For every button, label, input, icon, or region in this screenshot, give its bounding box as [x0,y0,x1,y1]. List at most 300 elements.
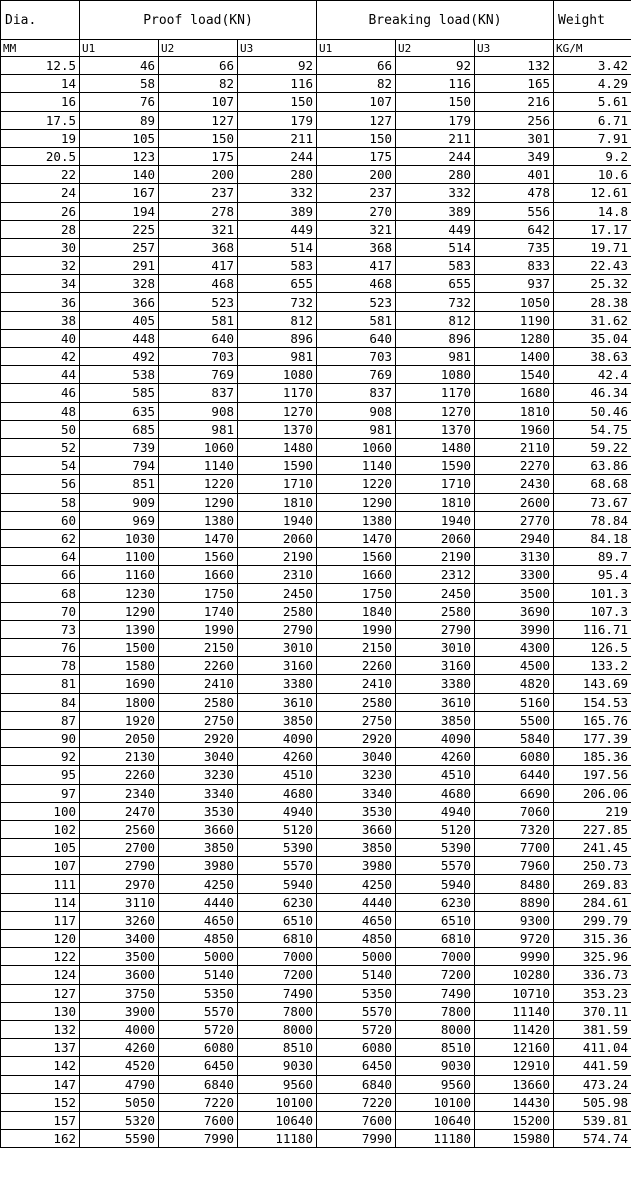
proof-u2-cell: 6840 [159,1075,238,1093]
breaking-u3-cell: 6440 [475,766,554,784]
proof-u1-cell: 1100 [80,548,159,566]
proof-u1-cell: 58 [80,75,159,93]
table-row [1,238,631,256]
breaking-u3-cell: 2110 [475,438,554,456]
breaking-u3-cell: 5500 [475,711,554,729]
table-row [1,1075,631,1093]
table-row [1,620,631,638]
breaking-u1-cell: 3530 [317,802,396,820]
proof-u3-cell: 4260 [238,748,317,766]
proof-u3-cell: 2310 [238,566,317,584]
weight-cell: 5.61 [554,93,631,111]
proof-u3-cell: 732 [238,293,317,311]
proof-u2-cell: 5000 [159,948,238,966]
breaking-u1-cell: 837 [317,384,396,402]
breaking-u3-cell: 10280 [475,966,554,984]
weight-cell: 59.22 [554,438,631,456]
weight-cell: 177.39 [554,729,631,747]
breaking-load-header: Breaking load(KN) [317,1,554,40]
proof-u2-cell: 2920 [159,729,238,747]
table-row [1,948,631,966]
proof-u3-cell: 150 [238,93,317,111]
breaking-u1-cell: 3340 [317,784,396,802]
table-row [1,784,631,802]
proof-u2-cell: 1660 [159,566,238,584]
table-row [1,657,631,675]
breaking-u2-cell: 4090 [396,729,475,747]
proof-u3-cell: 7490 [238,984,317,1002]
breaking-u2-cell: 4510 [396,766,475,784]
proof-u3-cell: 10100 [238,1093,317,1111]
breaking-u1-cell: 2150 [317,639,396,657]
breaking-u1-cell: 5000 [317,948,396,966]
table-row [1,293,631,311]
weight-cell: 370.11 [554,1002,631,1020]
dia-cell: 36 [1,293,80,311]
dia-cell: 24 [1,184,80,202]
dia-cell: 124 [1,966,80,984]
proof-u1-cell: 4790 [80,1075,159,1093]
proof-u2-cell: 3980 [159,857,238,875]
dia-cell: 40 [1,329,80,347]
proof-u1-cell: 1030 [80,529,159,547]
table-row [1,348,631,366]
breaking-u2-cell: 583 [396,257,475,275]
table-row [1,875,631,893]
proof-u1-cell: 635 [80,402,159,420]
breaking-u1-cell: 4440 [317,893,396,911]
breaking-u1-cell: 6450 [317,1057,396,1075]
weight-cell: 46.34 [554,384,631,402]
proof-u3-cell: 5570 [238,857,317,875]
weight-cell: 73.67 [554,493,631,511]
dia-cell: 26 [1,202,80,220]
proof-u3-cell: 116 [238,75,317,93]
breaking-u3-cell: 256 [475,111,554,129]
dia-cell: 60 [1,511,80,529]
breaking-u2-cell: 1270 [396,402,475,420]
proof-u2-cell: 2260 [159,657,238,675]
breaking-u2-cell: 5120 [396,820,475,838]
dia-cell: 52 [1,438,80,456]
breaking-u3-cell: 7700 [475,839,554,857]
proof-u1-cell: 3110 [80,893,159,911]
breaking-u3-cell: 937 [475,275,554,293]
dia-cell: 66 [1,566,80,584]
proof-u2-cell: 1220 [159,475,238,493]
breaking-u3-cell: 3130 [475,548,554,566]
table-row [1,147,631,165]
breaking-u1-cell: 2920 [317,729,396,747]
breaking-u1-cell: 1470 [317,529,396,547]
breaking-u2-cell: 1810 [396,493,475,511]
dia-cell: 28 [1,220,80,238]
breaking-u2-cell: 7490 [396,984,475,1002]
dia-cell: 97 [1,784,80,802]
dia-cell: 19 [1,129,80,147]
proof-u1-cell: 4260 [80,1039,159,1057]
breaking-u2-cell: 4260 [396,748,475,766]
table-row [1,820,631,838]
table-row [1,1057,631,1075]
breaking-u2-cell: 981 [396,348,475,366]
dia-cell: 92 [1,748,80,766]
proof-u2-cell: 175 [159,147,238,165]
proof-u3-cell: 280 [238,166,317,184]
proof-u1-cell: 2260 [80,766,159,784]
proof-u2-header: U2 [159,40,238,57]
breaking-u1-cell: 4850 [317,930,396,948]
table-row [1,729,631,747]
breaking-u2-cell: 116 [396,75,475,93]
breaking-u2-cell: 1170 [396,384,475,402]
proof-u3-cell: 211 [238,129,317,147]
proof-u2-cell: 5720 [159,1020,238,1038]
proof-u2-cell: 7600 [159,1111,238,1129]
dia-cell: 14 [1,75,80,93]
breaking-u1-cell: 2580 [317,693,396,711]
breaking-u3-cell: 11140 [475,1002,554,1020]
dia-cell: 95 [1,766,80,784]
dia-cell: 56 [1,475,80,493]
proof-u2-cell: 981 [159,420,238,438]
breaking-u2-cell: 812 [396,311,475,329]
proof-u3-cell: 2790 [238,620,317,638]
breaking-u2-cell: 2790 [396,620,475,638]
weight-cell: 4.29 [554,75,631,93]
weight-cell: 10.6 [554,166,631,184]
proof-u2-cell: 523 [159,293,238,311]
proof-u1-cell: 5590 [80,1130,159,1148]
proof-u1-cell: 2340 [80,784,159,802]
proof-u2-cell: 1290 [159,493,238,511]
breaking-u2-cell: 2190 [396,548,475,566]
proof-u1-cell: 2050 [80,729,159,747]
table-row [1,529,631,547]
breaking-u2-cell: 9560 [396,1075,475,1093]
table-row [1,1093,631,1111]
proof-u2-cell: 640 [159,329,238,347]
table-row [1,420,631,438]
table-row [1,184,631,202]
breaking-u1-cell: 703 [317,348,396,366]
dia-cell: 90 [1,729,80,747]
proof-u1-cell: 1920 [80,711,159,729]
dia-cell: 84 [1,693,80,711]
table-row [1,839,631,857]
breaking-u1-cell: 150 [317,129,396,147]
dia-cell: 127 [1,984,80,1002]
table-row [1,366,631,384]
dia-cell: 42 [1,348,80,366]
proof-u3-cell: 11180 [238,1130,317,1148]
breaking-u2-cell: 5570 [396,857,475,875]
breaking-u3-cell: 3300 [475,566,554,584]
table-row [1,548,631,566]
proof-u2-cell: 66 [159,57,238,75]
weight-cell: 336.73 [554,966,631,984]
proof-u1-cell: 685 [80,420,159,438]
breaking-u2-cell: 3380 [396,675,475,693]
proof-u2-cell: 3850 [159,839,238,857]
breaking-u2-cell: 2450 [396,584,475,602]
dia-cell: 157 [1,1111,80,1129]
weight-cell: 31.62 [554,311,631,329]
proof-u3-cell: 1590 [238,457,317,475]
proof-u2-cell: 1380 [159,511,238,529]
proof-u1-cell: 1390 [80,620,159,638]
breaking-u2-cell: 9030 [396,1057,475,1075]
breaking-u1-cell: 66 [317,57,396,75]
breaking-u1-cell: 3230 [317,766,396,784]
table-row [1,711,631,729]
table-row [1,1111,631,1129]
breaking-u2-cell: 896 [396,329,475,347]
proof-u1-cell: 291 [80,257,159,275]
weight-cell: 101.3 [554,584,631,602]
dia-cell: 107 [1,857,80,875]
dia-cell: 54 [1,457,80,475]
proof-u1-cell: 257 [80,238,159,256]
proof-u2-cell: 1470 [159,529,238,547]
table-row [1,257,631,275]
breaking-u3-cell: 9990 [475,948,554,966]
header-row-units [1,40,631,57]
breaking-u2-cell: 1370 [396,420,475,438]
breaking-u2-cell: 449 [396,220,475,238]
breaking-u1-cell: 3660 [317,820,396,838]
proof-u3-cell: 244 [238,147,317,165]
table-row [1,402,631,420]
table-row [1,166,631,184]
weight-cell: 54.75 [554,420,631,438]
breaking-u1-cell: 2260 [317,657,396,675]
proof-u1-cell: 3500 [80,948,159,966]
weight-cell: 325.96 [554,948,631,966]
proof-u1-cell: 46 [80,57,159,75]
breaking-u3-cell: 1810 [475,402,554,420]
breaking-u2-cell: 211 [396,129,475,147]
table-row [1,93,631,111]
breaking-u3-cell: 3690 [475,602,554,620]
weight-cell: 473.24 [554,1075,631,1093]
table-row [1,984,631,1002]
proof-u1-cell: 105 [80,129,159,147]
breaking-u2-cell: 3160 [396,657,475,675]
dia-cell: 16 [1,93,80,111]
proof-u3-cell: 1370 [238,420,317,438]
breaking-u2-cell: 6810 [396,930,475,948]
header-row-primary [1,1,631,40]
proof-u1-cell: 4520 [80,1057,159,1075]
weight-cell: 9.2 [554,147,631,165]
dia-cell: 81 [1,675,80,693]
breaking-u3-cell: 1190 [475,311,554,329]
breaking-u2-cell: 3850 [396,711,475,729]
proof-u3-cell: 896 [238,329,317,347]
breaking-u2-cell: 5940 [396,875,475,893]
proof-u3-cell: 8510 [238,1039,317,1057]
table-row [1,311,631,329]
proof-u3-cell: 1940 [238,511,317,529]
dia-cell: 70 [1,602,80,620]
breaking-u3-cell: 165 [475,75,554,93]
breaking-u1-cell: 321 [317,220,396,238]
breaking-u1-cell: 769 [317,366,396,384]
proof-u2-cell: 908 [159,402,238,420]
proof-u3-cell: 1810 [238,493,317,511]
breaking-u3-cell: 5160 [475,693,554,711]
dia-cell: 147 [1,1075,80,1093]
breaking-u2-cell: 4680 [396,784,475,802]
dia-cell: 122 [1,948,80,966]
breaking-u1-cell: 3040 [317,748,396,766]
breaking-u1-cell: 523 [317,293,396,311]
proof-u1-cell: 1690 [80,675,159,693]
proof-u1-cell: 167 [80,184,159,202]
breaking-u3-cell: 10710 [475,984,554,1002]
dia-header: Dia. [1,1,80,40]
breaking-u3-cell: 478 [475,184,554,202]
proof-u2-cell: 4440 [159,893,238,911]
proof-u2-cell: 2750 [159,711,238,729]
breaking-u1-cell: 5140 [317,966,396,984]
table-row [1,566,631,584]
breaking-u1-cell: 581 [317,311,396,329]
breaking-u3-cell: 1400 [475,348,554,366]
proof-u1-cell: 739 [80,438,159,456]
table-row [1,1002,631,1020]
proof-u3-cell: 2580 [238,602,317,620]
dia-cell: 32 [1,257,80,275]
dia-cell: 102 [1,820,80,838]
proof-u1-cell: 3600 [80,966,159,984]
weight-cell: 3.42 [554,57,631,75]
proof-u2-cell: 417 [159,257,238,275]
proof-u1-cell: 2470 [80,802,159,820]
proof-u2-cell: 1060 [159,438,238,456]
breaking-u2-cell: 389 [396,202,475,220]
proof-u1-cell: 1500 [80,639,159,657]
proof-u3-cell: 1270 [238,402,317,420]
dia-cell: 50 [1,420,80,438]
breaking-u1-cell: 5720 [317,1020,396,1038]
breaking-u2-cell: 2060 [396,529,475,547]
breaking-u1-cell: 7990 [317,1130,396,1148]
proof-u1-cell: 89 [80,111,159,129]
dia-cell: 48 [1,402,80,420]
breaking-u1-cell: 7600 [317,1111,396,1129]
proof-u1-cell: 194 [80,202,159,220]
weight-cell: 22.43 [554,257,631,275]
table-row [1,748,631,766]
proof-u3-cell: 5940 [238,875,317,893]
breaking-u1-cell: 107 [317,93,396,111]
dia-cell: 68 [1,584,80,602]
breaking-u3-cell: 556 [475,202,554,220]
breaking-u3-cell: 8890 [475,893,554,911]
breaking-u2-cell: 8000 [396,1020,475,1038]
breaking-u3-cell: 12160 [475,1039,554,1057]
weight-cell: 574.74 [554,1130,631,1148]
breaking-u2-cell: 7000 [396,948,475,966]
proof-u3-cell: 6810 [238,930,317,948]
breaking-u1-cell: 175 [317,147,396,165]
weight-cell: 35.04 [554,329,631,347]
breaking-u2-cell: 11180 [396,1130,475,1148]
breaking-u2-cell: 10640 [396,1111,475,1129]
table-row [1,802,631,820]
proof-u2-cell: 3230 [159,766,238,784]
breaking-u3-cell: 9720 [475,930,554,948]
dia-cell: 73 [1,620,80,638]
dia-cell: 34 [1,275,80,293]
proof-u2-cell: 1140 [159,457,238,475]
breaking-u3-cell: 7060 [475,802,554,820]
breaking-u1-cell: 908 [317,402,396,420]
weight-cell: 38.63 [554,348,631,366]
weight-cell: 116.71 [554,620,631,638]
dia-cell: 78 [1,657,80,675]
weight-cell: 197.56 [554,766,631,784]
breaking-u1-cell: 6080 [317,1039,396,1057]
table-row [1,275,631,293]
proof-u1-cell: 2970 [80,875,159,893]
proof-u2-cell: 107 [159,93,238,111]
table-row [1,329,631,347]
proof-u2-cell: 7990 [159,1130,238,1148]
breaking-u3-cell: 13660 [475,1075,554,1093]
proof-u3-cell: 7200 [238,966,317,984]
breaking-u2-cell: 732 [396,293,475,311]
proof-u2-cell: 2410 [159,675,238,693]
breaking-u1-cell: 200 [317,166,396,184]
proof-u1-cell: 492 [80,348,159,366]
dia-cell: 142 [1,1057,80,1075]
table-row [1,1039,631,1057]
dia-cell: 130 [1,1002,80,1020]
proof-u1-cell: 366 [80,293,159,311]
breaking-u1-cell: 237 [317,184,396,202]
proof-u3-cell: 3850 [238,711,317,729]
proof-u1-cell: 2130 [80,748,159,766]
proof-u2-cell: 581 [159,311,238,329]
breaking-u2-cell: 2312 [396,566,475,584]
breaking-u1-cell: 1140 [317,457,396,475]
proof-u1-cell: 140 [80,166,159,184]
table-row [1,57,631,75]
proof-u3-cell: 6510 [238,911,317,929]
breaking-u2-cell: 655 [396,275,475,293]
table-row [1,693,631,711]
breaking-u2-cell: 3010 [396,639,475,657]
weight-cell: 84.18 [554,529,631,547]
proof-u2-cell: 5570 [159,1002,238,1020]
proof-u2-cell: 150 [159,129,238,147]
proof-u3-cell: 2190 [238,548,317,566]
dia-cell: 38 [1,311,80,329]
breaking-u3-cell: 2770 [475,511,554,529]
table-row [1,75,631,93]
table-row [1,857,631,875]
breaking-u3-header: U3 [475,40,554,57]
breaking-u1-cell: 1660 [317,566,396,584]
proof-u1-cell: 225 [80,220,159,238]
dia-cell: 44 [1,366,80,384]
breaking-u2-cell: 1710 [396,475,475,493]
breaking-u1-cell: 2410 [317,675,396,693]
dia-cell: 162 [1,1130,80,1148]
